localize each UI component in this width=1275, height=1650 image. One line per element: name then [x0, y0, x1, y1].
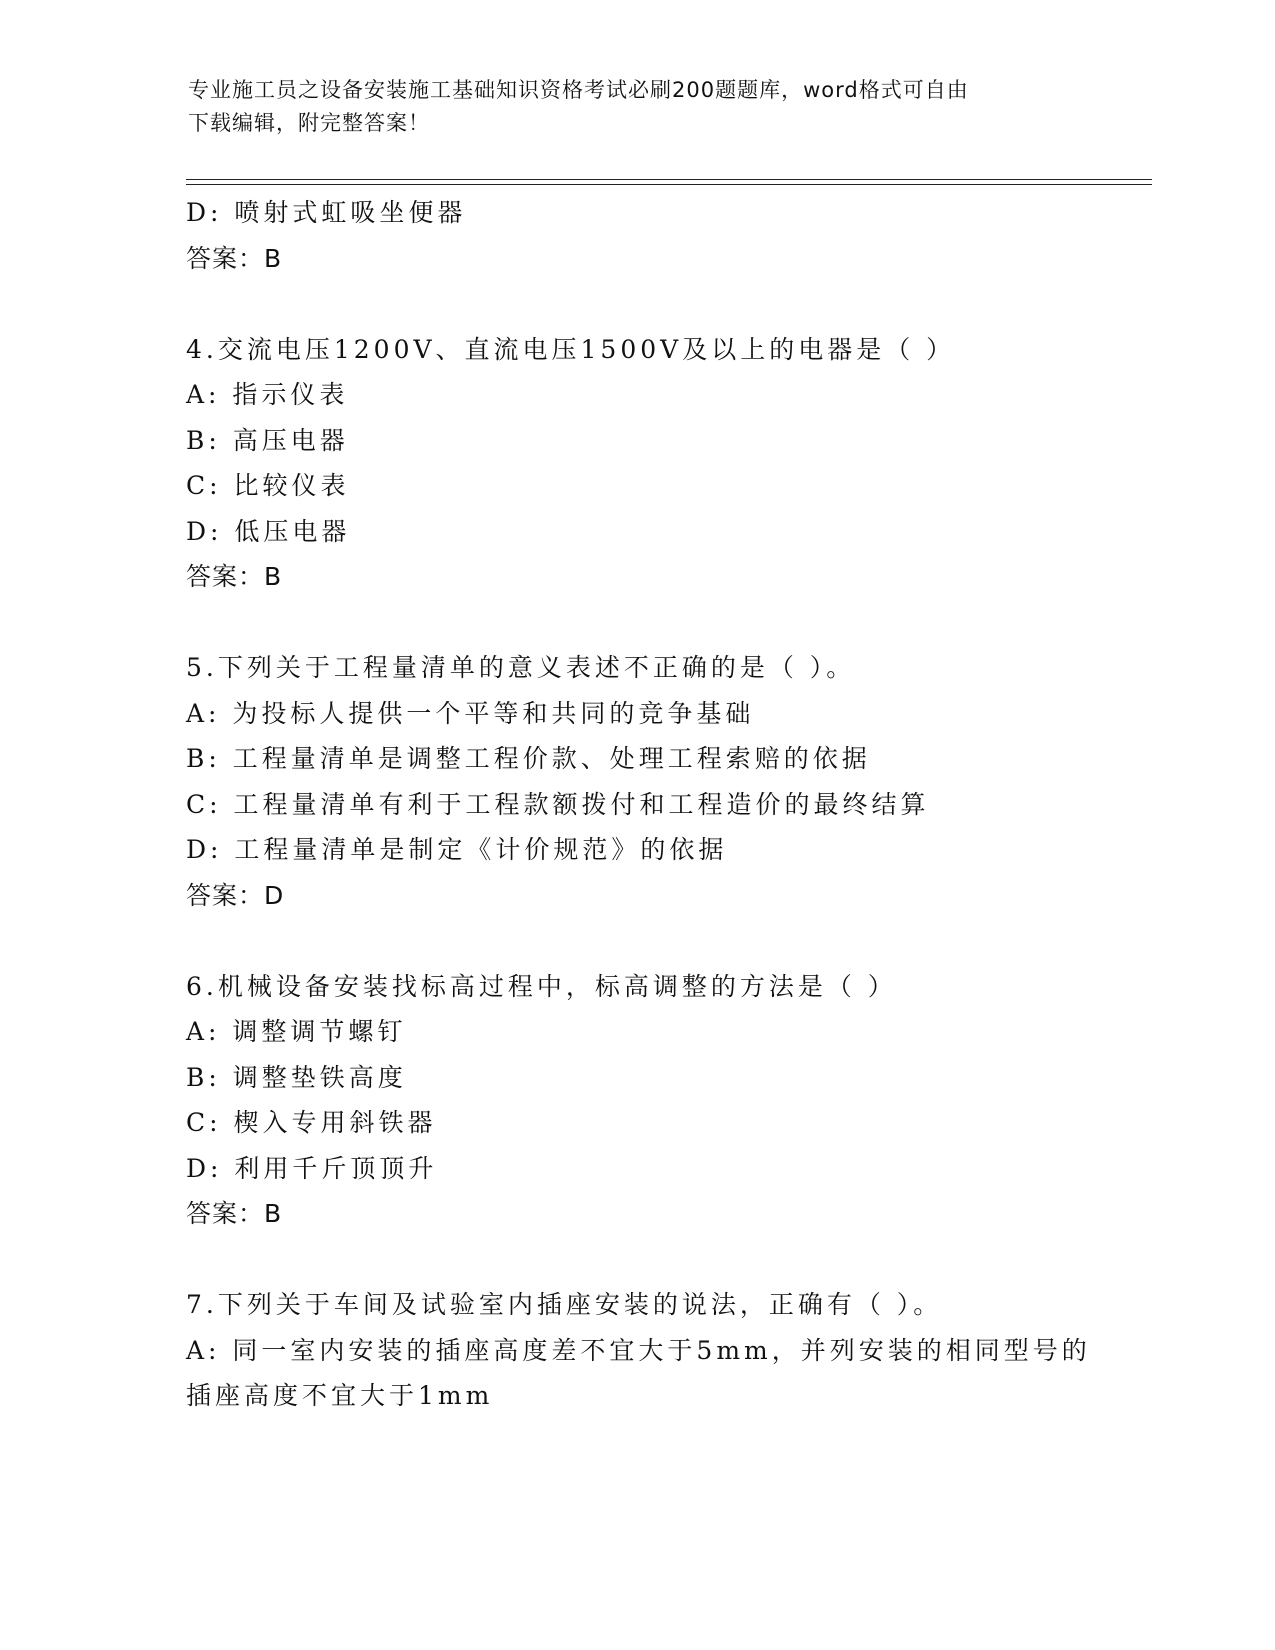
header-divider-bottom [186, 184, 1152, 185]
header-line-1: 专业施工员之设备安装施工基础知识资格考试必刷200题题库，word格式可自由 [188, 78, 969, 102]
question-7 [186, 1282, 1152, 1419]
question-text: 6.机械设备安装找标高过程中，标高调整的方法是（ ） [186, 971, 897, 1001]
question-text: 5.下列关于工程量清单的意义表述不正确的是（ ）。 [186, 653, 856, 682]
option-a-line-1: A: 同一室内安装的插座高度差不宜大于5mm，并列安装的相同型号的 [186, 1335, 1091, 1365]
spacer [186, 281, 1152, 327]
answer: 答案：B [186, 243, 283, 273]
option-d: D: 低压电器 [186, 516, 351, 546]
header-line-2: 下载编辑，附完整答案！ [188, 111, 430, 135]
option-c: C: 比较仪表 [186, 471, 350, 500]
question-4 [186, 327, 1152, 600]
header-divider-top [186, 179, 1152, 180]
option-a: A: 指示仪表 [186, 380, 349, 409]
answer: 答案：B [186, 1199, 283, 1228]
option-d: D: 喷射式虹吸坐便器 [186, 198, 467, 227]
option-a-line-2: 插座高度不宜大于1mm [186, 1381, 494, 1410]
option-b: B: 工程量清单是调整工程价款、处理工程索赔的依据 [186, 744, 871, 773]
question-5 [186, 645, 1152, 918]
question-6 [186, 964, 1152, 1237]
spacer [186, 1237, 1152, 1283]
question-3-tail [186, 190, 1152, 281]
spacer [186, 918, 1152, 964]
option-c: C: 工程量清单有利于工程款额拨付和工程造价的最终结算 [186, 789, 930, 819]
document-header [188, 74, 1088, 140]
answer: 答案：D [186, 880, 285, 910]
option-a: A: 为投标人提供一个平等和共同的竞争基础 [186, 698, 755, 728]
question-text: 7.下列关于车间及试验室内插座安装的说法，正确有（ ）。 [186, 1290, 943, 1319]
option-c: C: 楔入专用斜铁器 [186, 1108, 437, 1137]
option-d: D: 利用千斤顶顶升 [186, 1153, 438, 1183]
document-body [186, 190, 1152, 1419]
answer: 答案：B [186, 562, 283, 591]
option-b: B: 高压电器 [186, 425, 349, 455]
question-text: 4.交流电压1200V、直流电压1500V及以上的电器是（ ） [186, 334, 956, 364]
option-b: B: 调整垫铁高度 [186, 1062, 407, 1092]
spacer [186, 600, 1152, 646]
option-d: D: 工程量清单是制定《计价规范》的依据 [186, 835, 728, 864]
option-a: A: 调整调节螺钉 [186, 1017, 407, 1046]
